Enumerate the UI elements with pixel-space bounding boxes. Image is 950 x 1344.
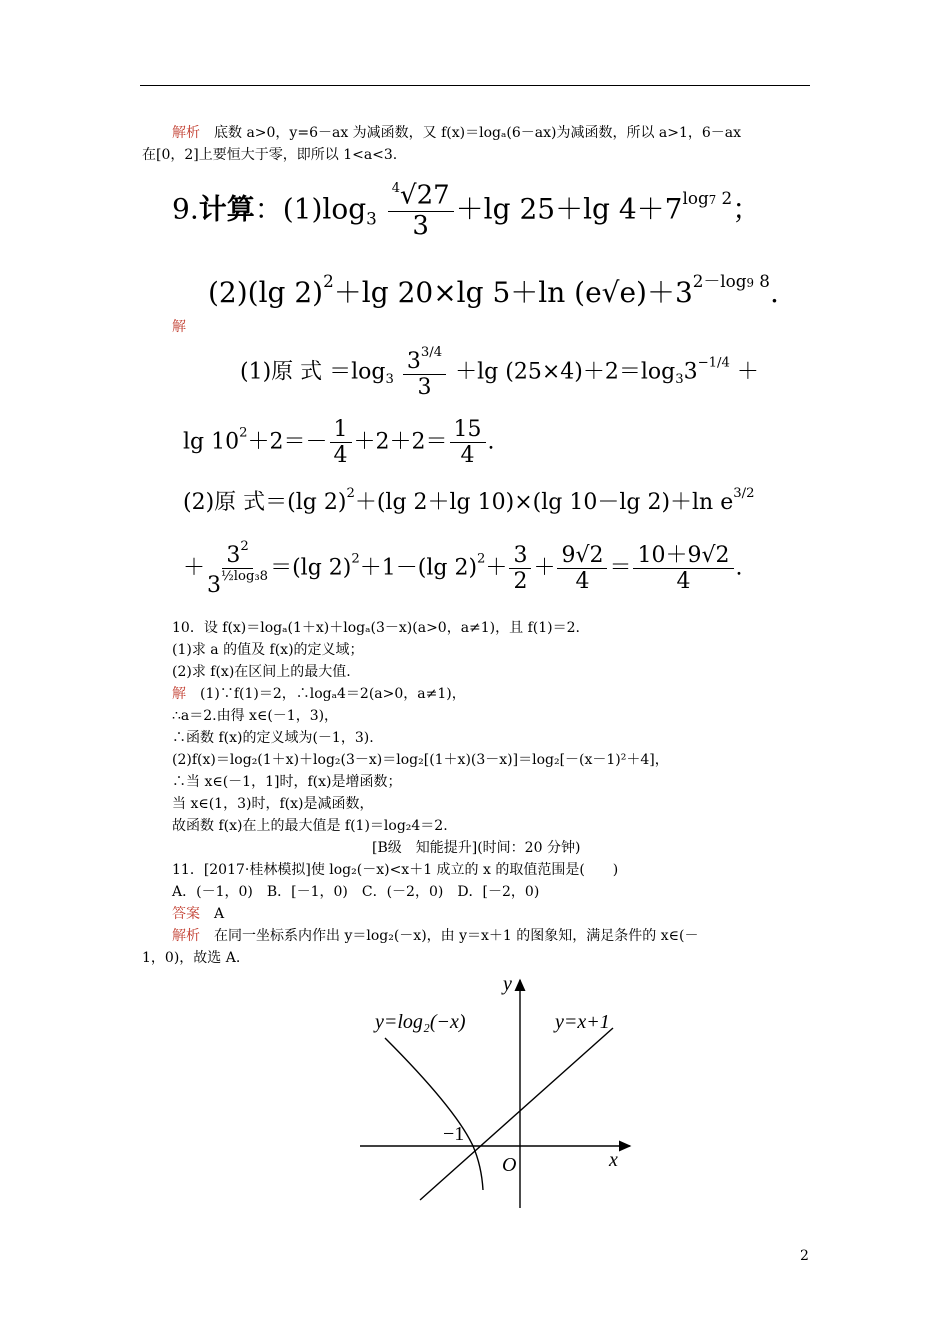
q10-sol-line3: ∴函数 f(x)的定义域为(－1，3). [172, 730, 374, 746]
q9-sol-p1-line1: (1)原 式 $=\log_3$ $\frac{3^{3/4}}{3}$ ＋lg $(25\times 4)+2=\log_33^{-1/4}$ ＋ [240, 345, 759, 400]
q10-line2: (1)求 a 的值及 f(x)的定义域； [172, 642, 364, 658]
q9-line2: (2)(lg 2)$^2$＋lg 20×lg 5＋ln $(e√e)+3^{2-log9 8}$. [208, 271, 779, 310]
tick-minus-1: −1 [443, 1123, 465, 1145]
answer-label: 答案 [172, 906, 200, 922]
line-y-equals-x-plus-1 [420, 1028, 613, 1200]
q10-line1: 10．设 f(x)＝logₐ(1＋x)＋logₐ(3－x)(a>0，a≠1)，且 f(1)＝2. [172, 620, 580, 636]
line-label: y=x+1 [555, 1011, 610, 1033]
q11-analysis-line1 [172, 927, 698, 945]
origin-label: O [502, 1154, 517, 1176]
q10-sol-line7: 故函数 f(x)在上的最大值是 f(1)＝log₂4＝2. [172, 818, 448, 834]
q10-sol-text1: (1)∵f(1)＝2，∴logₐ4＝2(a>0，a≠1)， [200, 686, 466, 702]
q11-answer [172, 905, 224, 923]
q11-stem: 11．[2017·桂林模拟]使 log₂(－x)<x＋1 成立的 x 的取值范围是( ) [172, 862, 619, 878]
answer-value: A [214, 906, 225, 922]
graph-figure [345, 968, 640, 1213]
section-b-heading: [B级 知能提升](时间：20 分钟) [372, 840, 581, 856]
q10-sol-line5: ∴当 x∈(－1，1]时，f(x)是增函数； [172, 774, 402, 790]
q8-analysis-line2: 在[0，2]上要恒大于零，即所以 1<a<3. [142, 147, 398, 163]
page-number: 2 [800, 1248, 809, 1264]
q9-sol-p2-line2: ＋ $\frac{3^2}{3^{\frac{1}{2}log_38}}$ ＝(lg 2)$^2$＋1－(lg 2)$^2$＋ $\frac{3}{2}$ ＋ $\frac{9√2}{4}$ ＝ $\frac{10+9√2}{4}$ . [183, 539, 743, 598]
q10-sol-line2: ∴a＝2.由得 x∈(－1，3)， [172, 708, 339, 724]
q9-sol-p1-line2: $\lg 10^2+2=-$ $\frac{1}{4}$ ＋2＋2＝ $\frac{15}{4}$ . [183, 417, 495, 469]
q11-analysis-text1: 在同一坐标系内作出 y＝log₂(－x)，由 y＝x＋1 的图象知，满足条件的 x∈(－ [214, 928, 699, 944]
q11-options: A．(－1，0) B．[－1，0) C．(－2，0) D．[－2，0) [172, 884, 540, 900]
solution-label-2: 解 [172, 686, 186, 702]
header-rule [140, 85, 810, 86]
curve-label: y=log₂(−x) [375, 1011, 466, 1033]
analysis-label-2: 解析 [172, 928, 200, 944]
y-axis-label: y [503, 973, 512, 995]
solution-label: 解 [172, 319, 186, 335]
q10-line3: (2)求 f(x)在区间上的最大值. [172, 664, 351, 680]
curve-log2-neg-x [385, 1038, 483, 1190]
q8-analysis-line1 [172, 124, 741, 142]
x-axis-label: x [609, 1149, 618, 1171]
q10-sol-line4: (2)f(x)＝log₂(1＋x)＋log₂(3－x)＝log₂[(1＋x)(3－x)]＝log₂[－(x－1)²＋4]， [172, 752, 669, 768]
q11-analysis-line2: 1，0)，故选 A. [142, 950, 241, 966]
analysis-label: 解析 [172, 125, 200, 141]
q10-sol-line1 [172, 685, 466, 703]
q9-line1: 9.计算：$(1)\log_3$ $\frac{^4√27}{3}$ ＋lg 25＋lg $4+7^{log7 2}$； [172, 180, 761, 241]
q10-sol-line6: 当 x∈(1，3)时，f(x)是减函数， [172, 796, 374, 812]
q8-analysis-text: 底数 a>0，y=6－ax 为减函数，又 f(x)＝logₐ(6－ax)为减函数，所以 a>1，6－ax [214, 125, 742, 141]
q9-sol-p2-line1: (2)原 式＝(lg 2)$^2$＋(lg 2＋lg 10)×(lg 10－lg 2)＋ln $e^{3/2}$ [183, 486, 755, 515]
